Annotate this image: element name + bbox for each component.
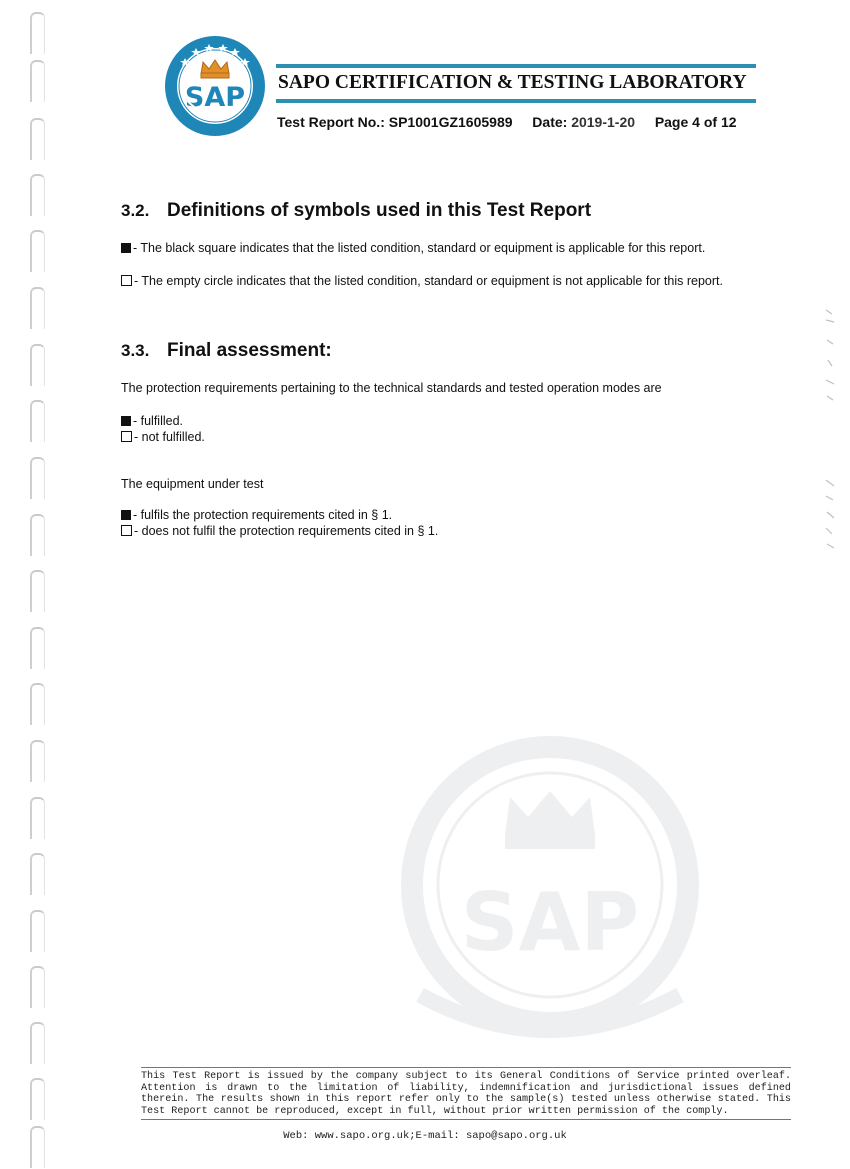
binding-holes: [0, 0, 58, 1169]
sapo-watermark-seal: [400, 735, 700, 1055]
symbol-definition-empty: [121, 273, 751, 289]
section-number: 3.3.: [121, 341, 150, 360]
option-text: - does not fulfil the protection requirements cited in § 1.: [134, 524, 439, 538]
empty-square-icon: [121, 275, 132, 286]
empty-square-icon: [121, 525, 132, 536]
option-does-not-fulfil: [121, 523, 751, 539]
section-3-2-heading: [121, 200, 591, 222]
section-title: Final assessment:: [167, 340, 332, 361]
lab-name: SAPO CERTIFICATION & TESTING LABORATORY: [278, 72, 747, 93]
section-3-3-heading: [121, 340, 332, 362]
logo-letters: SAP: [184, 82, 246, 113]
page-number: Page 4 of 12: [654, 114, 737, 130]
sapo-logo: [163, 34, 267, 138]
report-no: SP1001GZ1605989: [388, 114, 513, 130]
footer-disclaimer: This Test Report is issued by the company subject to its General Conditions of Service printed overleaf. Attention is drawn to the limitation of liability, indemnification and jurisdictional issues defined therein. The results shown in this report refer only to the sample(s) tested unless otherwise stated. This Test Report cannot be reproduced, except in full, without prior written permission of the comply.: [141, 1067, 791, 1120]
option-text: - fulfilled.: [133, 414, 184, 428]
report-date: 2019-1-20: [571, 114, 636, 130]
header-rule-bottom: [276, 99, 756, 103]
symbol-definition-filled: [121, 240, 751, 256]
filled-square-icon: [121, 243, 131, 253]
option-fulfils: [121, 507, 751, 523]
section-number: 3.2.: [121, 201, 150, 220]
header-rule-top: [276, 64, 756, 68]
watermark-letters: SAP: [460, 876, 640, 969]
eut-label: The equipment under test: [121, 477, 264, 491]
option-not-fulfilled: [121, 429, 751, 445]
filled-square-icon: [121, 510, 131, 520]
report-info-line: [277, 114, 737, 130]
option-fulfilled: [121, 413, 751, 429]
empty-square-icon: [121, 431, 132, 442]
report-no-label: Test Report No.:: [277, 114, 385, 130]
definition-text: - The empty circle indicates that the listed condition, standard or equipment is not applicable for this report.: [134, 274, 723, 288]
definition-text: - The black square indicates that the listed condition, standard or equipment is applicable for this report.: [133, 241, 706, 255]
filled-square-icon: [121, 416, 131, 426]
footer-web-contact: Web: www.sapo.org.uk;E-mail: sapo@sapo.org.uk: [283, 1130, 567, 1142]
date-label: Date:: [532, 114, 568, 130]
margin-stamp-marks: [818, 300, 842, 560]
option-text: - fulfils the protection requirements cited in § 1.: [133, 508, 393, 522]
assessment-intro: The protection requirements pertaining to the technical standards and tested operation modes are: [121, 381, 662, 395]
option-text: - not fulfilled.: [134, 430, 205, 444]
section-title: Definitions of symbols used in this Test Report: [167, 200, 592, 221]
